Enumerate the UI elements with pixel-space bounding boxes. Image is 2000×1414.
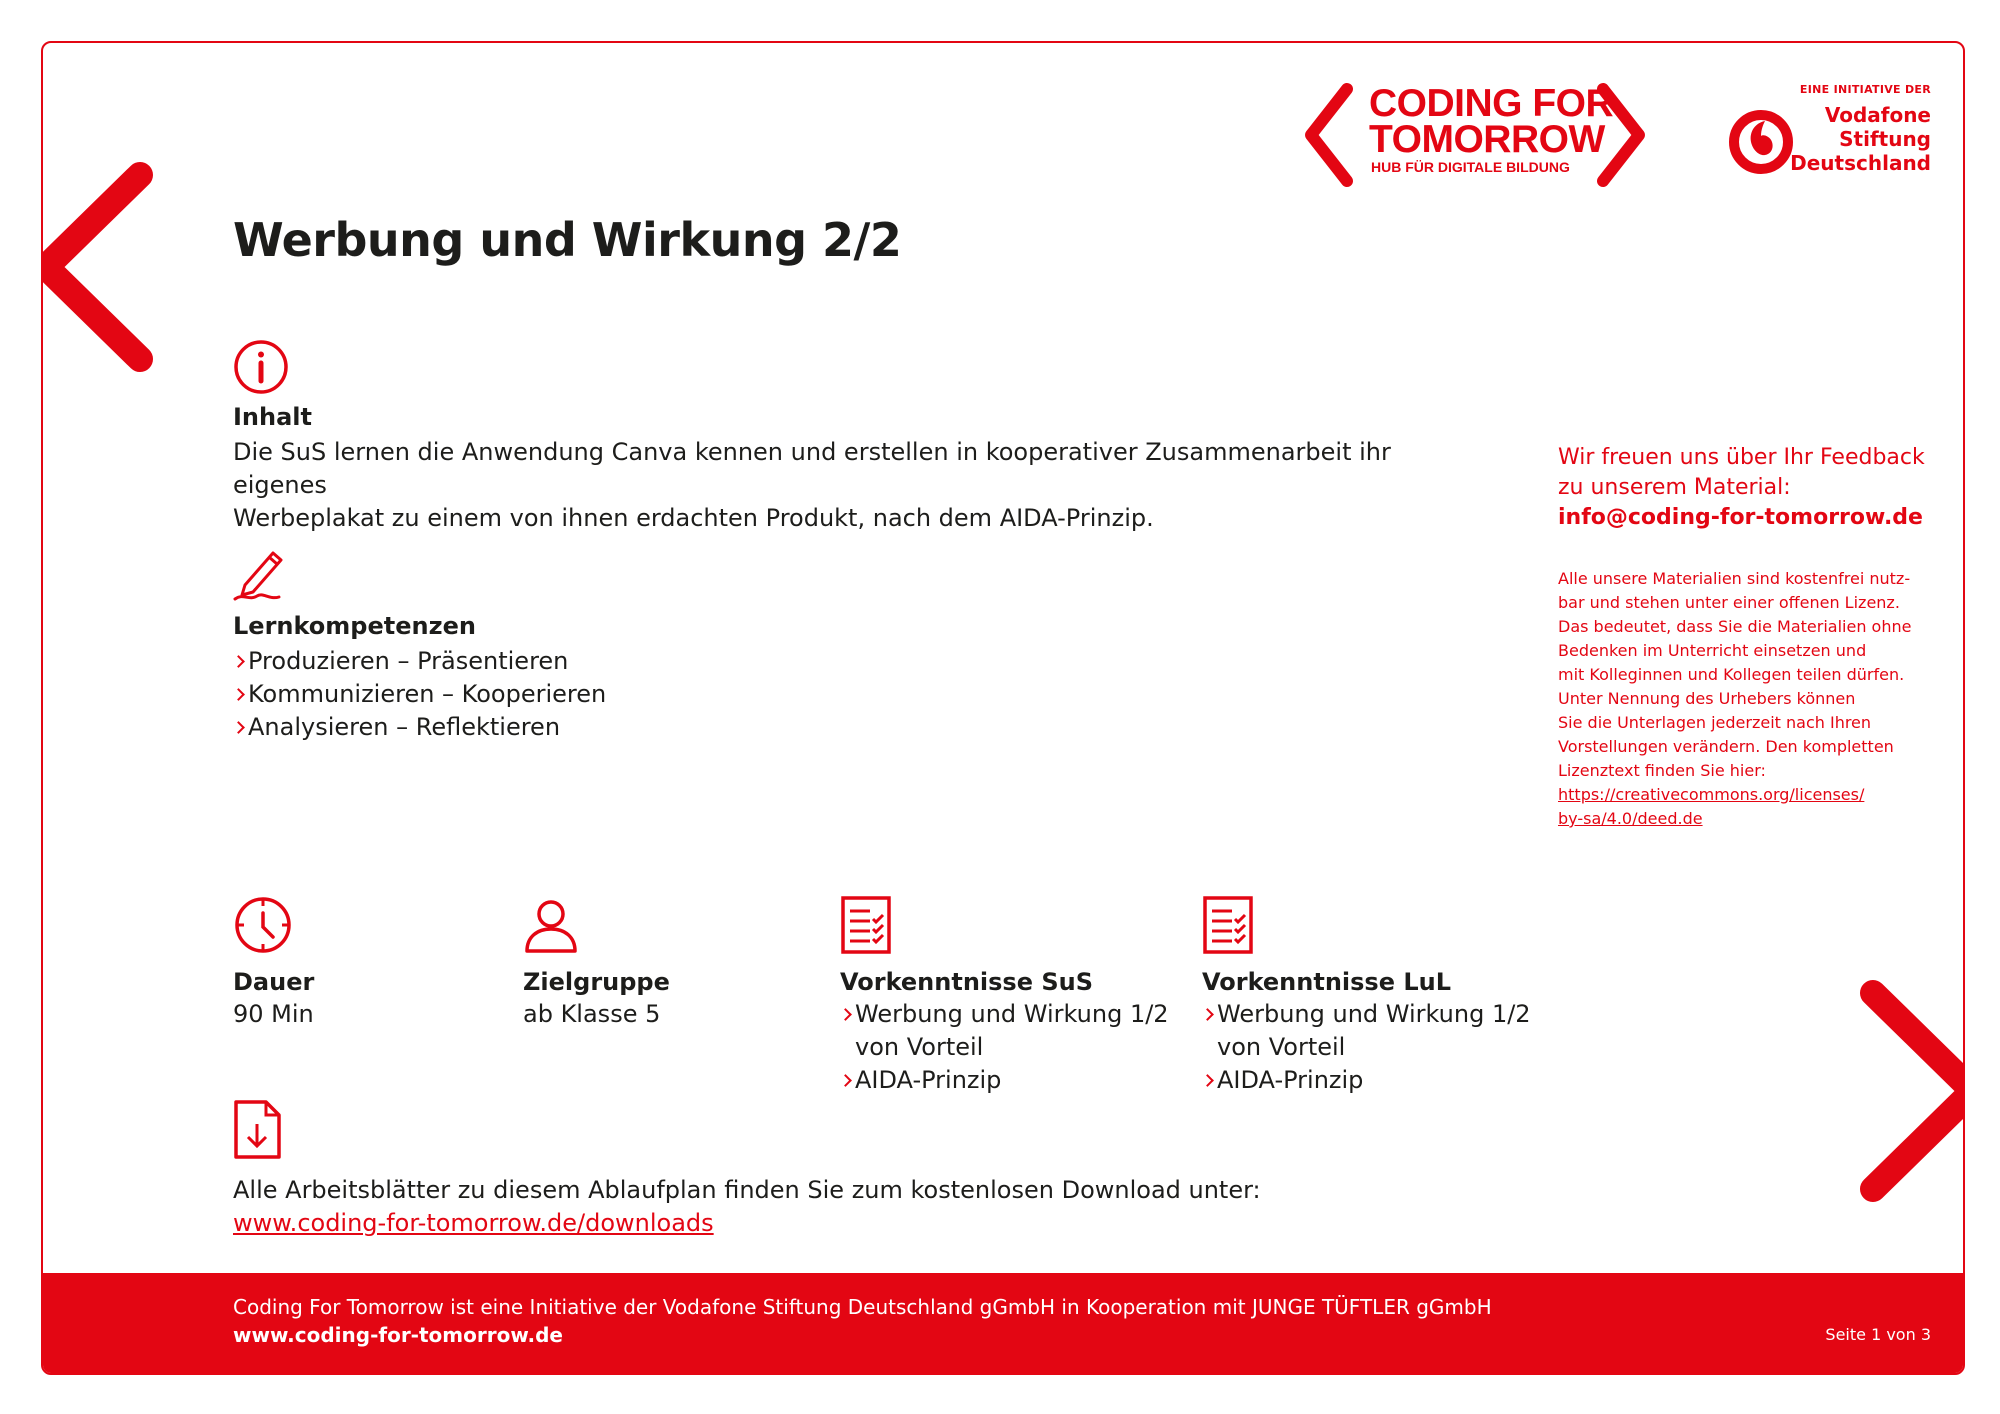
checklist-icon — [840, 895, 894, 955]
list-item-line2: von Vorteil — [1217, 1033, 1346, 1061]
zielgruppe-heading: Zielgruppe — [523, 968, 670, 996]
initiative-label: EINE INITIATIVE DER — [1799, 83, 1931, 96]
list-item-line1: Werbung und Wirkung 1/2 — [1217, 1000, 1531, 1028]
lernkompetenzen-list — [233, 645, 606, 744]
license-line: Sie die Unterlagen jederzeit nach Ihren — [1558, 713, 1872, 732]
footer-text: Coding For Tomorrow ist eine Initiative der Vodafone Stiftung Deutschland gGmbH in Kooperation mit JUNGE TÜFTLER gGmbH — [233, 1295, 1492, 1319]
logo-bracket-right-icon — [1591, 77, 1651, 197]
list-item-line1: Werbung und Wirkung 1/2 — [855, 1000, 1169, 1028]
logo-line2: TOMORROW — [1369, 118, 1605, 161]
license-line: mit Kolleginnen und Kollegen teilen dürfen. — [1558, 665, 1905, 684]
license-line: Das bedeutet, dass Sie die Materialien ohne — [1558, 617, 1912, 636]
license-text — [1558, 567, 1918, 831]
zielgruppe-value: ab Klasse 5 — [523, 1000, 661, 1028]
list-item: Kommunizieren – Kooperieren — [233, 678, 606, 711]
foundation-line1: Vodafone — [1824, 103, 1931, 127]
feedback-line1: Wir freuen uns über Ihr Feedback — [1558, 445, 1925, 470]
page-number: Seite 1 von 3 — [1825, 1325, 1931, 1344]
foundation-line2: Stiftung — [1839, 127, 1931, 151]
list-item-line1: AIDA-Prinzip — [1217, 1066, 1364, 1094]
license-line: bar und stehen unter einer offenen Lizenz. — [1558, 593, 1900, 612]
checklist-icon — [1202, 895, 1256, 955]
feedback-box — [1558, 443, 1925, 533]
chevron-left-decoration-icon — [41, 133, 168, 413]
clock-icon — [233, 895, 293, 955]
license-line: Vorstellungen verändern. Den kompletten — [1558, 737, 1894, 756]
foundation-line3: Deutschland — [1790, 151, 1931, 175]
inhalt-heading: Inhalt — [233, 403, 312, 431]
license-url-line1[interactable]: https://creativecommons.org/licenses/ — [1558, 785, 1865, 804]
foundation-name — [1790, 103, 1931, 175]
footer-website[interactable]: www.coding-for-tomorrow.de — [233, 1323, 563, 1347]
download-text: Alle Arbeitsblätter zu diesem Ablaufplan finden Sie zum kostenlosen Download unter: — [233, 1176, 1261, 1204]
list-item: Analysieren – Reflektieren — [233, 711, 606, 744]
list-item — [1202, 998, 1531, 1064]
list-item — [1202, 1064, 1531, 1097]
license-line: Bedenken im Unterricht einsetzen und — [1558, 641, 1867, 660]
pencil-icon — [233, 543, 289, 603]
logo-bracket-left-icon — [1299, 77, 1359, 197]
list-item — [840, 1064, 1169, 1097]
page-title: Werbung und Wirkung 2/2 — [233, 213, 902, 267]
license-line: Lizenztext finden Sie hier: — [1558, 761, 1766, 780]
user-icon — [523, 895, 579, 955]
license-line: Alle unsere Materialien sind kostenfrei nutz- — [1558, 569, 1911, 588]
list-item-line1: AIDA-Prinzip — [855, 1066, 1002, 1094]
download-link[interactable]: www.coding-for-tomorrow.de/downloads — [233, 1209, 714, 1237]
coding-for-tomorrow-logo — [1299, 77, 1719, 197]
footer-bar — [43, 1273, 1963, 1373]
chevron-right-decoration-icon — [1833, 963, 1965, 1223]
lernkompetenzen-heading: Lernkompetenzen — [233, 612, 476, 640]
list-item-line2: von Vorteil — [855, 1033, 984, 1061]
feedback-line2: zu unserem Material: — [1558, 475, 1791, 500]
inhalt-line1: Die SuS lernen die Anwendung Canva kennen und erstellen in kooperativer Zusammenarbeit ihr eigenes — [233, 438, 1391, 499]
vorkenntnisse-lul-heading: Vorkenntnisse LuL — [1202, 968, 1452, 996]
vodafone-logo-icon — [1725, 106, 1797, 178]
dauer-value: 90 Min — [233, 1000, 314, 1028]
list-item: Produzieren – Präsentieren — [233, 645, 606, 678]
dauer-heading: Dauer — [233, 968, 315, 996]
page-frame — [41, 41, 1965, 1375]
feedback-email[interactable]: info@coding-for-tomorrow.de — [1558, 505, 1923, 530]
logo-tagline: HUB FÜR DIGITALE BILDUNG — [1371, 159, 1570, 175]
vorkenntnisse-lul-list — [1202, 998, 1531, 1097]
inhalt-line2: Werbeplakat zu einem von ihnen erdachten Produkt, nach dem AIDA-Prinzip. — [233, 504, 1154, 532]
vorkenntnisse-sus-heading: Vorkenntnisse SuS — [840, 968, 1093, 996]
vorkenntnisse-sus-list — [840, 998, 1169, 1097]
license-line: Unter Nennung des Urhebers können — [1558, 689, 1856, 708]
list-item — [840, 998, 1169, 1064]
info-icon — [233, 339, 289, 395]
download-document-icon — [233, 1099, 283, 1161]
inhalt-text — [233, 436, 1433, 535]
license-url-line2[interactable]: by-sa/4.0/deed.de — [1558, 809, 1703, 828]
logo-line1: CODING FOR — [1369, 82, 1614, 125]
